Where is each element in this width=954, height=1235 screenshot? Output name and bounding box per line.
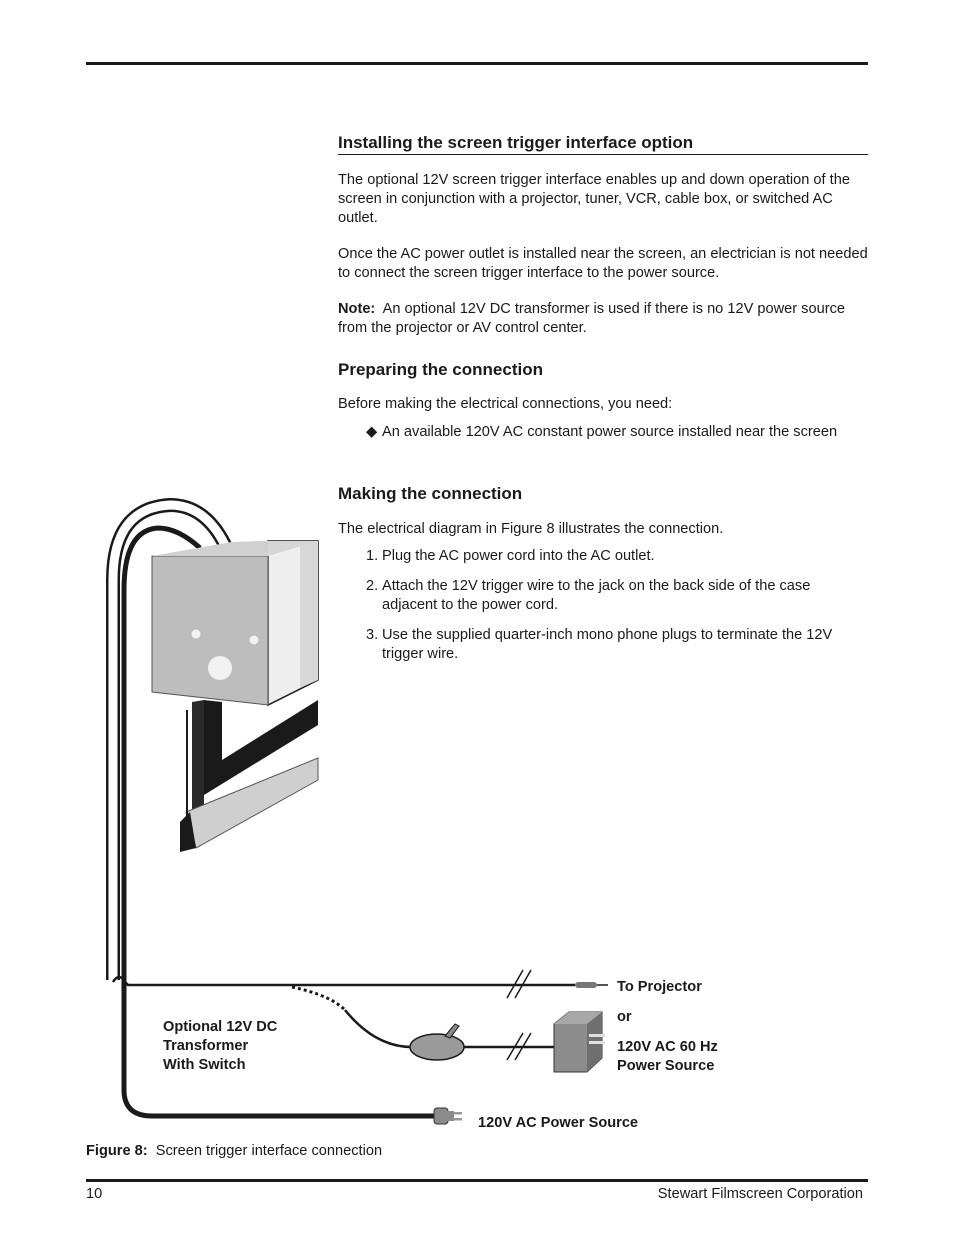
phone-plug-icon bbox=[575, 982, 608, 988]
screen-fabric-icon bbox=[180, 700, 318, 852]
caption-text: Screen trigger interface connection bbox=[155, 1143, 383, 1159]
step-number: 1. bbox=[366, 548, 379, 564]
label-to-projector: To Projector bbox=[617, 979, 702, 995]
label-ac-power-source: 120V AC Power Source bbox=[478, 1115, 639, 1131]
heading-preparing: Preparing the connection bbox=[338, 360, 543, 379]
label-ac-60hz-line2: Power Source bbox=[617, 1058, 715, 1074]
para-electrician-text: Once the AC power outlet is installed near the screen, an electrician is not needed to connect the screen trigger interface to the power source. bbox=[338, 246, 868, 281]
diamond-bullet-icon: ◆ bbox=[366, 424, 378, 440]
label-transformer bbox=[163, 1018, 277, 1075]
label-transformer-line3: With Switch bbox=[163, 1057, 246, 1073]
step-number: 3. bbox=[366, 627, 379, 643]
step-text: Plug the AC power cord into the AC outlet. bbox=[382, 548, 655, 564]
note-text: An optional 12V DC transformer is used if there is no 12V power source from the projector or AV control center. bbox=[338, 301, 845, 336]
transformer-icon bbox=[554, 1012, 605, 1072]
note-label: Note: bbox=[338, 301, 376, 317]
ac-plug-icon bbox=[434, 1108, 462, 1124]
footer-company: Stewart Filmscreen Corporation bbox=[657, 1186, 863, 1202]
label-or: or bbox=[617, 1009, 632, 1025]
para-trigger-description: The optional 12V screen trigger interface enables up and down operation of the screen in conjunction with a projector, tuner, VCR, cable box, or switched AC outlet. bbox=[338, 172, 850, 226]
label-transformer-line1: Optional 12V DC bbox=[163, 1019, 278, 1035]
bullet-text: An available 120V AC constant power source installed near the screen bbox=[382, 424, 838, 440]
footer-rule bbox=[86, 1179, 868, 1182]
trigger-wire bbox=[113, 977, 575, 985]
step-text: Use the supplied quarter-inch mono phone plugs to terminate the 12V trigger wire. bbox=[382, 627, 833, 662]
figure-caption bbox=[86, 1143, 382, 1159]
caption-label: Figure 8: bbox=[86, 1143, 148, 1159]
label-ac-60hz bbox=[617, 1038, 718, 1076]
switch-icon bbox=[410, 1024, 464, 1060]
heading-making: Making the connection bbox=[338, 484, 523, 503]
optional-wire bbox=[292, 987, 345, 1010]
step-text: Attach the 12V trigger wire to the jack on the back side of the case adjacent to the power cord. bbox=[382, 578, 811, 613]
page-number: 10 bbox=[86, 1186, 103, 1202]
step-number: 2. bbox=[366, 578, 379, 594]
making-intro-text: The electrical diagram in Figure 8 illustrates the connection. bbox=[338, 521, 724, 537]
label-transformer-line2: Transformer bbox=[163, 1038, 249, 1054]
preparing-intro-text: Before making the electrical connections, you need: bbox=[338, 396, 673, 412]
screen-case-icon bbox=[152, 541, 318, 705]
heading-installing: Installing the screen trigger interface option bbox=[338, 133, 694, 152]
label-ac-60hz-line1: 120V AC 60 Hz bbox=[617, 1039, 718, 1055]
